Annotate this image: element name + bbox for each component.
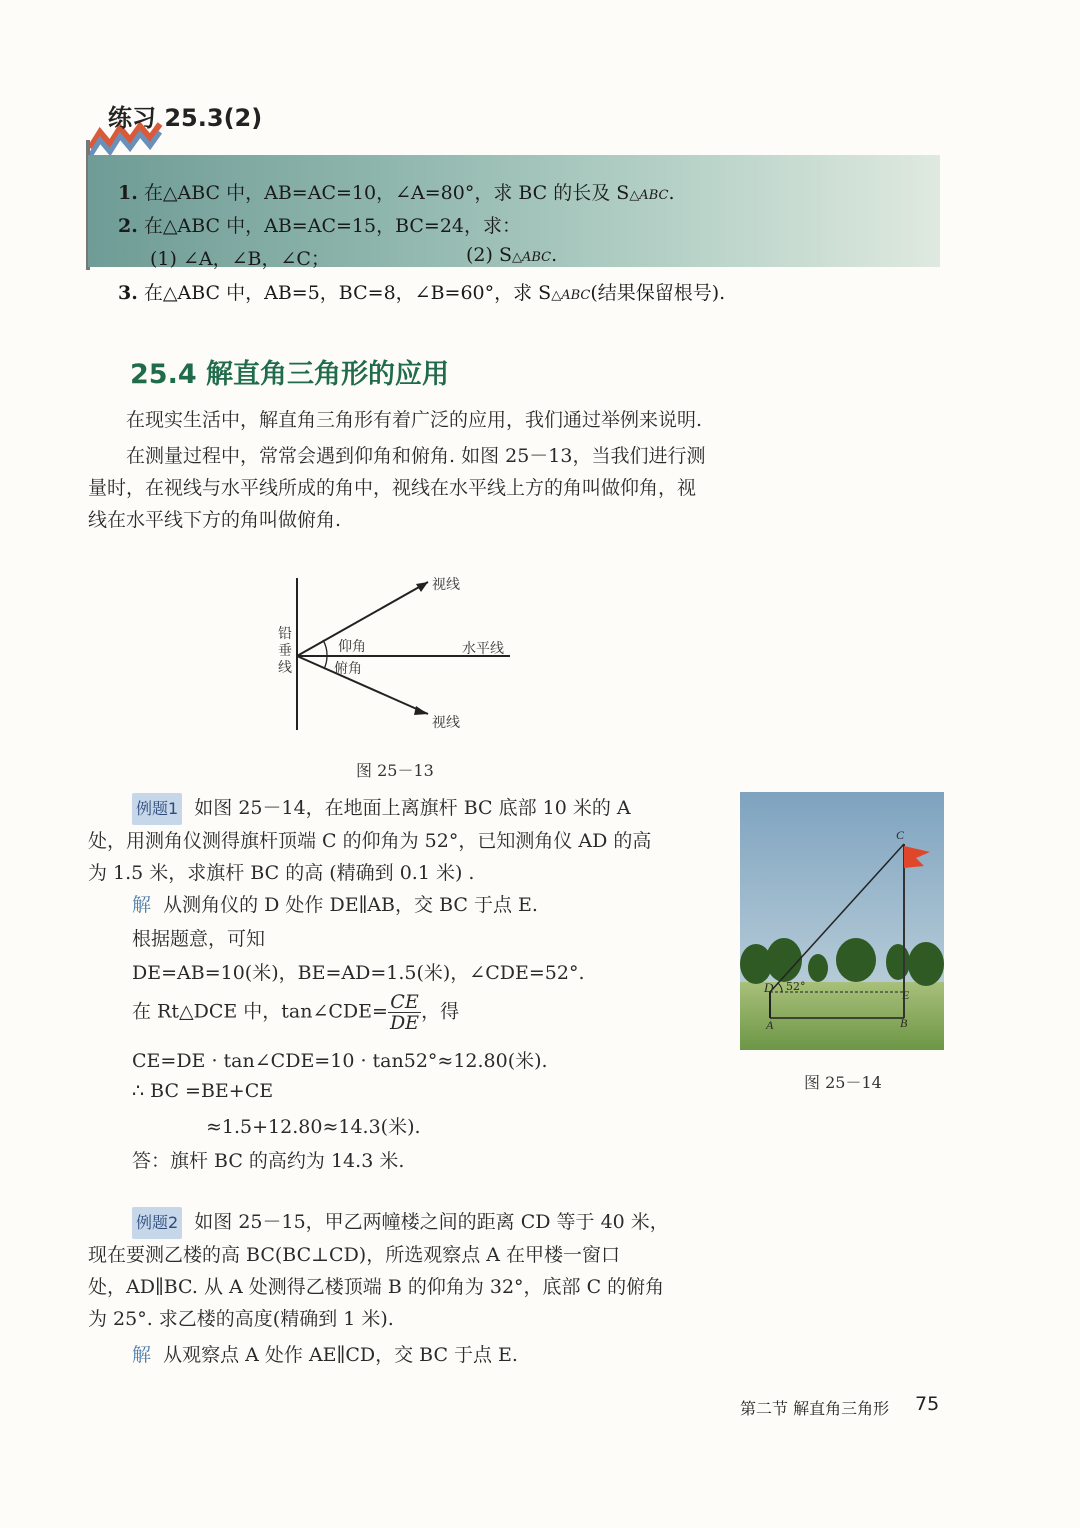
example-1-solution-5: CE=DE · tan∠CDE=10 · tan52°≈12.80(米). [132, 1050, 548, 1072]
point-d-label: D [764, 980, 774, 995]
depression-label: 俯角 [334, 661, 362, 677]
point-a-label: A [766, 1018, 774, 1032]
example-1-tag: 例题1 [132, 793, 182, 825]
sight-up-label: 视线 [432, 577, 460, 593]
fraction-ce-de: $\frac{CE}{DE}$ [389, 991, 420, 1034]
exercise-item-2-part-a: (1) ∠A，∠B，∠C； [150, 248, 330, 270]
example-2: 例题2 如图 25－15，甲乙两幢楼之间的距离 CD 等于 40 米， 现在要测乙楼的高 BC(BC⊥CD)，所选观察点 A 在甲楼一窗口 处，AD∥BC. 从 A 处测得乙楼顶端 B 的仰角为 32°，底部 C 的俯角 为 25°. 求乙楼的高度(精确到 1 米). [88, 1206, 728, 1335]
point-b-label: B [900, 1016, 908, 1030]
example-1-solution-4: 在 Rt△DCE 中，tan∠CDE= $\frac{CE}{DE}$ ，得 [132, 991, 460, 1034]
figure-25-13-caption: 图 25－13 [356, 761, 434, 780]
figure-25-14 [740, 792, 944, 1050]
elevation-arc [323, 640, 327, 656]
example-1-solution-2: 根据题意，可知 [132, 928, 266, 950]
sight-line-down [297, 656, 428, 714]
example-1-solution-3: DE=AB=10(米)，BE=AD=1.5(米)，∠CDE=52°. [132, 962, 585, 984]
flagpole-photo [740, 792, 944, 1050]
example-1-solution-6: ∴ BC =BE+CE [132, 1080, 274, 1102]
figure-25-14-caption: 图 25－14 [804, 1073, 882, 1092]
point-e-label: E [902, 988, 910, 1002]
plumb-label: 铅 垂 线 [278, 626, 292, 676]
example-1-solution-7: ≈1.5+12.80≈14.3(米). [206, 1116, 421, 1138]
example-1: 例题1 如图 25－14，在地面上离旗杆 BC 底部 10 米的 A 处，用测角仪测得旗杆顶端 C 的仰角为 52°，已知测角仪 AD 的高 为 1.5 米，求旗杆 BC 的高 (精确到 0.1 米) . [88, 792, 708, 889]
example-2-solution-1: 解 从观察点 A 处作 AE∥CD，交 BC 于点 E. [132, 1344, 518, 1366]
example-1-solution-1: 解 从测角仪的 D 处作 DE∥AB，交 BC 于点 E. [132, 894, 538, 916]
horizontal-label: 水平线 [462, 641, 504, 657]
depression-arc [324, 656, 327, 669]
sight-down-label: 视线 [432, 715, 460, 731]
exercise-item-2-part-b: (2) S△ABC. [466, 244, 558, 266]
intro-paragraph-2: 在测量过程中，常常会遇到仰角和俯角. 如图 25－13，当我们进行测量时，在视线与水平线所成的角中，视线在水平线上方的角叫做仰角，视线在水平线下方的角叫做俯角. [88, 445, 706, 531]
example-2-tag: 例题2 [132, 1207, 182, 1239]
exercise-title: 练习 25.3(2) [108, 104, 263, 132]
intro-paragraph-1: 在现实生活中，解直角三角形有着广泛的应用，我们通过举例来说明. [126, 409, 703, 431]
exercise-item-3: 3. 在△ABC 中，AB=5，BC=8，∠B=60°，求 S△ABC(结果保留根号). [118, 282, 726, 304]
exercise-item-1: 1. 在△ABC 中，AB=AC=10，∠A=80°，求 BC 的长及 S△ABC. [118, 182, 675, 204]
example-1-answer: 答：旗杆 BC 的高约为 14.3 米. [132, 1150, 405, 1172]
exercise-item-2: 2. 在△ABC 中，AB=AC=15，BC=24，求： [118, 215, 522, 237]
page-number: 75 [915, 1393, 940, 1415]
section-title: 25.4 解直角三角形的应用 [130, 359, 450, 390]
point-c-label: C [896, 828, 905, 842]
figure-25-13 [270, 574, 530, 734]
elevation-label: 仰角 [338, 639, 366, 655]
intro-paragraphs [88, 404, 708, 536]
angle-label: 52° [786, 980, 806, 993]
footer-chapter: 第二节 解直角三角形 [740, 1399, 890, 1418]
